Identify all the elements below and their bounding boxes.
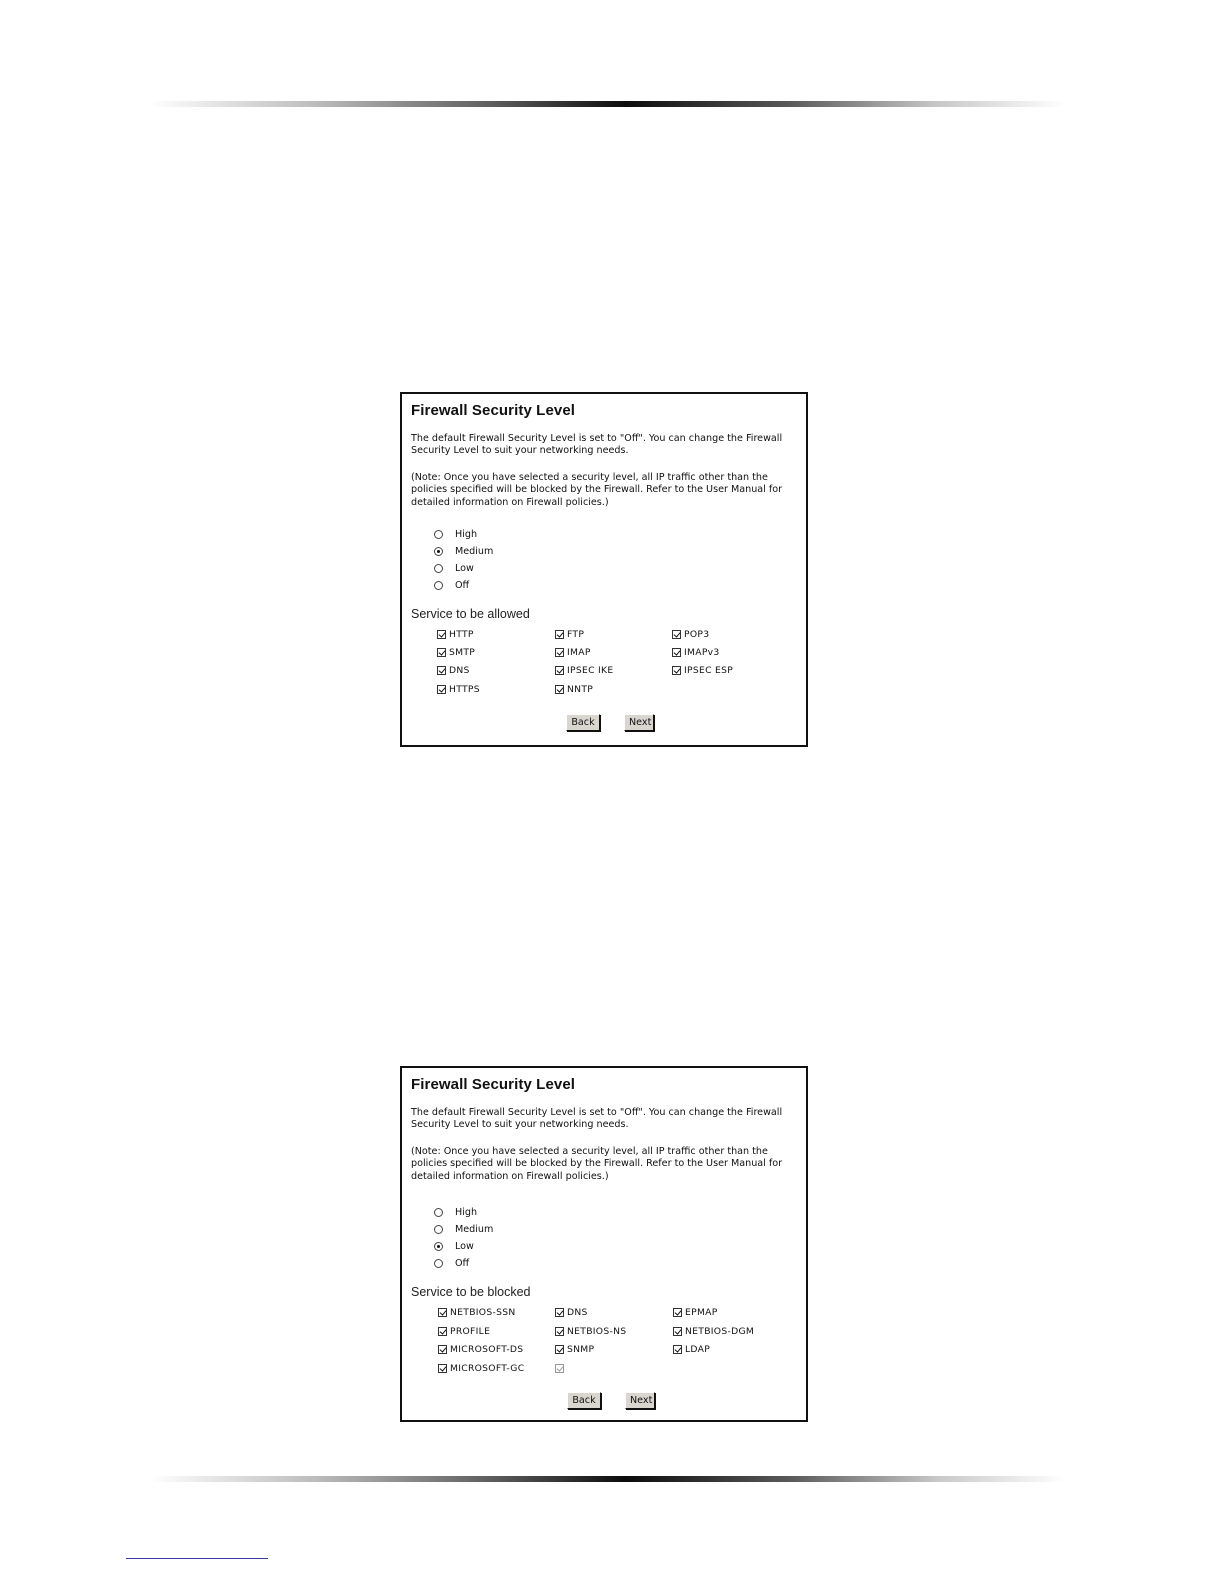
checkbox-dns[interactable] (437, 666, 446, 675)
panel-title: Firewall Security Level (411, 1076, 576, 1093)
service-checkbox-dns[interactable] (555, 1305, 588, 1319)
checkbox-snmp[interactable] (555, 1345, 564, 1354)
radio-low-button[interactable] (434, 564, 443, 573)
note-text: (Note: Once you have selected a security level, all IP traffic other than the policies specified will be blocked by the Firewall. Refer to the User Manual for detailed information on Firewall policies.) (411, 1146, 783, 1182)
service-label: SNMP (567, 1343, 595, 1355)
checkbox-imap[interactable] (555, 648, 564, 657)
radio-high-button[interactable] (434, 1208, 443, 1217)
radio-medium[interactable] (434, 1221, 493, 1237)
service-label: DNS (449, 664, 470, 676)
service-checkbox-disabled (555, 1361, 567, 1375)
checkbox-http[interactable] (437, 630, 446, 639)
radio-medium-label: Medium (455, 545, 494, 557)
service-label: LDAP (685, 1343, 711, 1355)
service-checkbox-pop3[interactable] (672, 627, 709, 641)
radio-off-label: Off (455, 1257, 470, 1269)
checkbox-netbios-ns[interactable] (555, 1327, 564, 1336)
service-checkbox-netbios-ns[interactable] (555, 1324, 626, 1338)
radio-off-button[interactable] (434, 1259, 443, 1268)
service-label: EPMAP (685, 1306, 718, 1318)
back-button[interactable]: Back (567, 1392, 601, 1409)
radio-off[interactable] (434, 577, 469, 593)
back-button[interactable]: Back (566, 714, 600, 731)
radio-low[interactable] (434, 1238, 474, 1254)
radio-high[interactable] (434, 1204, 477, 1220)
service-checkbox-dns[interactable] (437, 663, 470, 677)
panel-title: Firewall Security Level (411, 402, 576, 419)
service-label: MICROSOFT-DS (450, 1343, 524, 1355)
service-checkbox-ipsec-ike[interactable] (555, 663, 613, 677)
checkbox-disabled (555, 1364, 564, 1373)
checkbox-ipsec-esp[interactable] (672, 666, 681, 675)
service-checkbox-https[interactable] (437, 682, 480, 696)
radio-off-button[interactable] (434, 581, 443, 590)
service-label: POP3 (684, 628, 710, 640)
service-label: IMAP (567, 646, 591, 658)
radio-high-label: High (455, 528, 478, 540)
checkbox-nntp[interactable] (555, 685, 564, 694)
service-checkbox-snmp[interactable] (555, 1342, 594, 1356)
service-checkbox-netbios-dgm[interactable] (673, 1324, 754, 1338)
service-checkbox-microsoft-gc[interactable] (438, 1361, 524, 1375)
service-checkbox-imap[interactable] (555, 645, 591, 659)
checkbox-smtp[interactable] (437, 648, 446, 657)
service-checkbox-netbios-ssn[interactable] (438, 1305, 516, 1319)
checkbox-dns[interactable] (555, 1308, 564, 1317)
radio-medium-button[interactable] (434, 547, 443, 556)
checkbox-https[interactable] (437, 685, 446, 694)
checkbox-epmap[interactable] (673, 1308, 682, 1317)
checkbox-microsoft-gc[interactable] (438, 1364, 447, 1373)
service-label: NETBIOS-DGM (685, 1325, 755, 1337)
bottom-divider-rule (150, 1476, 1065, 1482)
intro-text: The default Firewall Security Level is set to "Off". You can change the Firewall Security Level to suit your networking needs. (411, 1107, 783, 1131)
service-checkbox-microsoft-ds[interactable] (438, 1342, 523, 1356)
firewall-security-panel-medium (400, 392, 808, 747)
service-checkbox-ipsec-esp[interactable] (672, 663, 733, 677)
radio-off-label: Off (455, 579, 470, 591)
service-label: NNTP (567, 683, 594, 695)
service-label: FTP (567, 628, 585, 640)
service-checkbox-nntp[interactable] (555, 682, 593, 696)
service-checkbox-epmap[interactable] (673, 1305, 718, 1319)
note-text: (Note: Once you have selected a security level, all IP traffic other than the policies specified will be blocked by the Firewall. Refer to the User Manual for detailed information on Firewall policies.) (411, 472, 783, 508)
checkbox-pop3[interactable] (672, 630, 681, 639)
service-checkbox-imapv3[interactable] (672, 645, 720, 659)
service-checkbox-http[interactable] (437, 627, 474, 641)
service-label: IPSEC ESP (684, 664, 734, 676)
radio-medium-label: Medium (455, 1223, 494, 1235)
checkbox-microsoft-ds[interactable] (438, 1345, 447, 1354)
service-label: IMAPv3 (684, 646, 720, 658)
next-button[interactable]: Next (624, 714, 654, 731)
next-button[interactable]: Next (625, 1392, 655, 1409)
radio-low-label: Low (455, 1240, 474, 1252)
radio-low-label: Low (455, 562, 474, 574)
services-heading: Service to be blocked (411, 1285, 531, 1299)
checkbox-netbios-dgm[interactable] (673, 1327, 682, 1336)
radio-high-label: High (455, 1206, 478, 1218)
service-label: HTTP (449, 628, 474, 640)
checkbox-profile[interactable] (438, 1327, 447, 1336)
radio-low[interactable] (434, 560, 474, 576)
service-label: HTTPS (449, 683, 480, 695)
service-label: DNS (567, 1306, 588, 1318)
service-label: NETBIOS-NS (567, 1325, 627, 1337)
service-checkbox-ftp[interactable] (555, 627, 584, 641)
top-divider-rule (150, 101, 1065, 107)
checkbox-netbios-ssn[interactable] (438, 1308, 447, 1317)
service-checkbox-profile[interactable] (438, 1324, 490, 1338)
service-checkbox-ldap[interactable] (673, 1342, 710, 1356)
radio-off[interactable] (434, 1255, 469, 1271)
service-label: SMTP (449, 646, 476, 658)
radio-high-button[interactable] (434, 530, 443, 539)
service-label: MICROSOFT-GC (450, 1362, 525, 1374)
checkbox-imapv3[interactable] (672, 648, 681, 657)
service-label: NETBIOS-SSN (450, 1306, 516, 1318)
radio-low-button[interactable] (434, 1242, 443, 1251)
service-checkbox-smtp[interactable] (437, 645, 475, 659)
radio-high[interactable] (434, 526, 477, 542)
service-label: PROFILE (450, 1325, 491, 1337)
firewall-security-panel-low (400, 1066, 808, 1422)
footer-link-underline (126, 1558, 268, 1559)
service-label: IPSEC IKE (567, 664, 614, 676)
services-heading: Service to be allowed (411, 607, 530, 621)
intro-text: The default Firewall Security Level is set to "Off". You can change the Firewall Security Level to suit your networking needs. (411, 433, 783, 457)
radio-medium-button[interactable] (434, 1225, 443, 1234)
checkbox-ldap[interactable] (673, 1345, 682, 1354)
checkbox-ftp[interactable] (555, 630, 564, 639)
radio-medium[interactable] (434, 543, 493, 559)
checkbox-ipsec-ike[interactable] (555, 666, 564, 675)
